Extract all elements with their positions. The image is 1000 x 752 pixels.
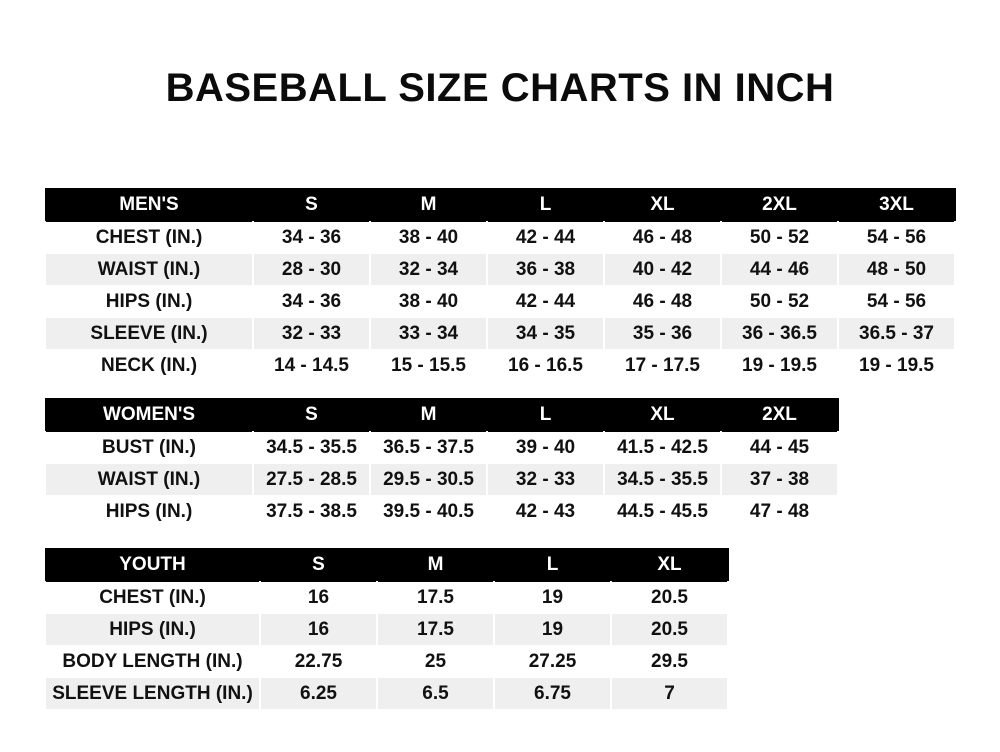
table-row	[45, 350, 955, 382]
youth-header-l: L	[494, 549, 611, 582]
cell-value: 39.5 - 40.5	[370, 496, 487, 528]
table-row	[45, 582, 728, 614]
cell-value: 35 - 36	[604, 318, 721, 350]
cell-value: 27.5 - 28.5	[253, 464, 370, 496]
cell-value: 19	[494, 614, 611, 646]
row-label: CHEST (IN.)	[45, 222, 253, 254]
cell-value: 32 - 34	[370, 254, 487, 286]
cell-value: 54 - 56	[838, 222, 955, 254]
cell-value: 27.25	[494, 646, 611, 678]
row-label: SLEEVE LENGTH (IN.)	[45, 678, 260, 710]
row-label: HIPS (IN.)	[45, 614, 260, 646]
table-row	[45, 646, 728, 678]
cell-value: 20.5	[611, 582, 728, 614]
row-label: CHEST (IN.)	[45, 582, 260, 614]
cell-value: 17.5	[377, 582, 494, 614]
row-label: WAIST (IN.)	[45, 254, 253, 286]
cell-value: 6.25	[260, 678, 377, 710]
cell-value: 36 - 38	[487, 254, 604, 286]
cell-value: 28 - 30	[253, 254, 370, 286]
cell-value: 39 - 40	[487, 432, 604, 464]
mens-header-xl: XL	[604, 189, 721, 222]
row-label: NECK (IN.)	[45, 350, 253, 382]
womens-header-s: S	[253, 399, 370, 432]
row-label: HIPS (IN.)	[45, 496, 253, 528]
cell-value: 38 - 40	[370, 286, 487, 318]
mens-table-body	[45, 222, 955, 382]
youth-header-label: YOUTH	[45, 549, 260, 582]
womens-table-header	[45, 399, 838, 432]
table-row	[45, 614, 728, 646]
table-header-row	[45, 399, 838, 432]
cell-value: 32 - 33	[487, 464, 604, 496]
cell-value: 36.5 - 37	[838, 318, 955, 350]
youth-table-header	[45, 549, 728, 582]
cell-value: 37.5 - 38.5	[253, 496, 370, 528]
mens-header-3xl: 3XL	[838, 189, 955, 222]
youth-table-body	[45, 582, 728, 710]
cell-value: 46 - 48	[604, 286, 721, 318]
table-header-row	[45, 189, 955, 222]
cell-value: 44.5 - 45.5	[604, 496, 721, 528]
cell-value: 44 - 46	[721, 254, 838, 286]
youth-header-m: M	[377, 549, 494, 582]
row-label: WAIST (IN.)	[45, 464, 253, 496]
row-label: SLEEVE (IN.)	[45, 318, 253, 350]
womens-size-table	[44, 398, 839, 528]
cell-value: 50 - 52	[721, 286, 838, 318]
cell-value: 6.5	[377, 678, 494, 710]
youth-size-table	[44, 548, 729, 710]
mens-header-2xl: 2XL	[721, 189, 838, 222]
cell-value: 36.5 - 37.5	[370, 432, 487, 464]
womens-header-xl: XL	[604, 399, 721, 432]
cell-value: 34 - 35	[487, 318, 604, 350]
cell-value: 41.5 - 42.5	[604, 432, 721, 464]
table-row	[45, 678, 728, 710]
cell-value: 16 - 16.5	[487, 350, 604, 382]
cell-value: 34 - 36	[253, 286, 370, 318]
cell-value: 20.5	[611, 614, 728, 646]
cell-value: 38 - 40	[370, 222, 487, 254]
cell-value: 46 - 48	[604, 222, 721, 254]
cell-value: 15 - 15.5	[370, 350, 487, 382]
mens-size-table	[44, 188, 956, 382]
mens-table-header	[45, 189, 955, 222]
cell-value: 54 - 56	[838, 286, 955, 318]
cell-value: 16	[260, 582, 377, 614]
table-header-row	[45, 549, 728, 582]
page-title: BASEBALL SIZE CHARTS IN INCH	[165, 66, 835, 110]
table-row	[45, 464, 838, 496]
cell-value: 17.5	[377, 614, 494, 646]
cell-value: 50 - 52	[721, 222, 838, 254]
cell-value: 6.75	[494, 678, 611, 710]
womens-header-2xl: 2XL	[721, 399, 838, 432]
cell-value: 42 - 44	[487, 222, 604, 254]
cell-value: 25	[377, 646, 494, 678]
row-label: HIPS (IN.)	[45, 286, 253, 318]
cell-value: 36 - 36.5	[721, 318, 838, 350]
cell-value: 37 - 38	[721, 464, 838, 496]
cell-value: 47 - 48	[721, 496, 838, 528]
mens-header-m: M	[370, 189, 487, 222]
cell-value: 22.75	[260, 646, 377, 678]
table-row	[45, 254, 955, 286]
table-row	[45, 286, 955, 318]
row-label: BODY LENGTH (IN.)	[45, 646, 260, 678]
cell-value: 33 - 34	[370, 318, 487, 350]
mens-header-l: L	[487, 189, 604, 222]
youth-header-s: S	[260, 549, 377, 582]
cell-value: 42 - 44	[487, 286, 604, 318]
cell-value: 14 - 14.5	[253, 350, 370, 382]
table-row	[45, 496, 838, 528]
cell-value: 34 - 36	[253, 222, 370, 254]
womens-header-label: WOMEN'S	[45, 399, 253, 432]
cell-value: 44 - 45	[721, 432, 838, 464]
cell-value: 34.5 - 35.5	[604, 464, 721, 496]
row-label: BUST (IN.)	[45, 432, 253, 464]
cell-value: 7	[611, 678, 728, 710]
womens-table-body	[45, 432, 838, 528]
womens-header-l: L	[487, 399, 604, 432]
cell-value: 32 - 33	[253, 318, 370, 350]
cell-value: 16	[260, 614, 377, 646]
cell-value: 40 - 42	[604, 254, 721, 286]
cell-value: 48 - 50	[838, 254, 955, 286]
table-row	[45, 222, 955, 254]
cell-value: 34.5 - 35.5	[253, 432, 370, 464]
mens-header-label: MEN'S	[45, 189, 253, 222]
cell-value: 19 - 19.5	[721, 350, 838, 382]
cell-value: 29.5 - 30.5	[370, 464, 487, 496]
table-row	[45, 432, 838, 464]
youth-header-xl: XL	[611, 549, 728, 582]
table-row	[45, 318, 955, 350]
mens-header-s: S	[253, 189, 370, 222]
cell-value: 17 - 17.5	[604, 350, 721, 382]
cell-value: 29.5	[611, 646, 728, 678]
womens-header-m: M	[370, 399, 487, 432]
cell-value: 19 - 19.5	[838, 350, 955, 382]
cell-value: 19	[494, 582, 611, 614]
cell-value: 42 - 43	[487, 496, 604, 528]
